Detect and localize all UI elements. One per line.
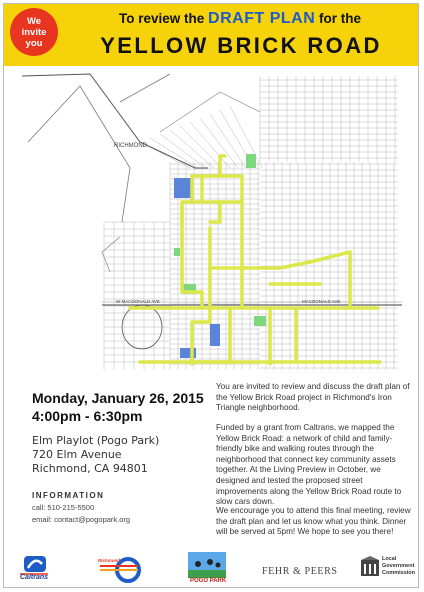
body-paragraph-funding: Funded by a grant from Caltrans, we mapped the Yellow Brick Road: a network of child and family-friendly bike and walking routes through the neighborhood that connect key community assets together. At the Living Preview in October, we designed and tested the proposed street improvements along the Yellow Brick Road route to slow cars down. xyxy=(216,423,402,507)
flyer-page xyxy=(3,3,419,588)
map-city-label: RICHMOND xyxy=(114,143,147,149)
venue-name: Elm Playlot (Pogo Park) xyxy=(32,434,160,447)
lgc-line-2: Government xyxy=(382,563,415,569)
lgc-building-icon xyxy=(360,556,380,578)
richmond-logo xyxy=(98,556,144,584)
lgc-logo-text xyxy=(382,556,415,577)
venue-city: Richmond, CA 94801 xyxy=(32,462,148,475)
route-map xyxy=(20,72,402,372)
caltrans-logo xyxy=(18,554,66,584)
lgc-line-3: Commission xyxy=(382,570,416,576)
pogo-park-icon xyxy=(188,552,226,578)
we-invite-you-badge xyxy=(10,8,58,56)
header-banner xyxy=(4,4,418,66)
badge-text: We invite you xyxy=(21,15,47,49)
map-street-label-right: MACDONALD AVE xyxy=(302,299,341,304)
header-line1-post: for the xyxy=(315,11,361,26)
park-area xyxy=(174,248,180,256)
park-area xyxy=(254,316,266,326)
route-map-svg xyxy=(20,72,402,372)
park-area xyxy=(246,154,256,168)
header-line1-pre: To review the xyxy=(119,11,209,26)
map-street-label-left: W MACDONALD AVE xyxy=(116,299,160,304)
body-paragraph-intro: You are invited to review and discuss the draft plan of the Yellow Brick Road project in Richmond's Iron Triangle neighborhood. xyxy=(216,382,410,413)
lgc-line-1: Local xyxy=(382,556,397,562)
header-title: YELLOW BRICK ROAD xyxy=(100,33,382,58)
school-area xyxy=(174,178,192,198)
event-venue xyxy=(32,434,159,476)
header-subtitle xyxy=(70,10,410,28)
school-area xyxy=(210,324,220,346)
contact-email[interactable]: email: contact@pogopark.org xyxy=(32,515,131,524)
richmond-logo-text: Richmond xyxy=(98,558,120,563)
event-date: Monday, January 26, 2015 xyxy=(32,390,204,406)
pogo-park-logo xyxy=(188,552,226,586)
contact-phone: call: 510-215-5500 xyxy=(32,503,95,512)
pogo-park-logo-text: POGO PARK xyxy=(190,578,227,584)
information-heading: INFORMATION xyxy=(32,491,105,500)
body-paragraph-invite: We encourage you to attend this final meeting, review the draft plan and let us know what you think. Dinner will be served at 5pm! We hope to see you there! xyxy=(216,506,411,537)
lgc-logo xyxy=(360,556,416,584)
event-time: 4:00pm - 6:30pm xyxy=(32,408,143,424)
venue-street: 720 Elm Avenue xyxy=(32,448,122,461)
caltrans-logo-text: Caltrans xyxy=(20,574,49,581)
fehr-peers-logo: FEHR & PEERS xyxy=(262,566,338,577)
header-line1-highlight: DRAFT PLAN xyxy=(208,10,316,27)
